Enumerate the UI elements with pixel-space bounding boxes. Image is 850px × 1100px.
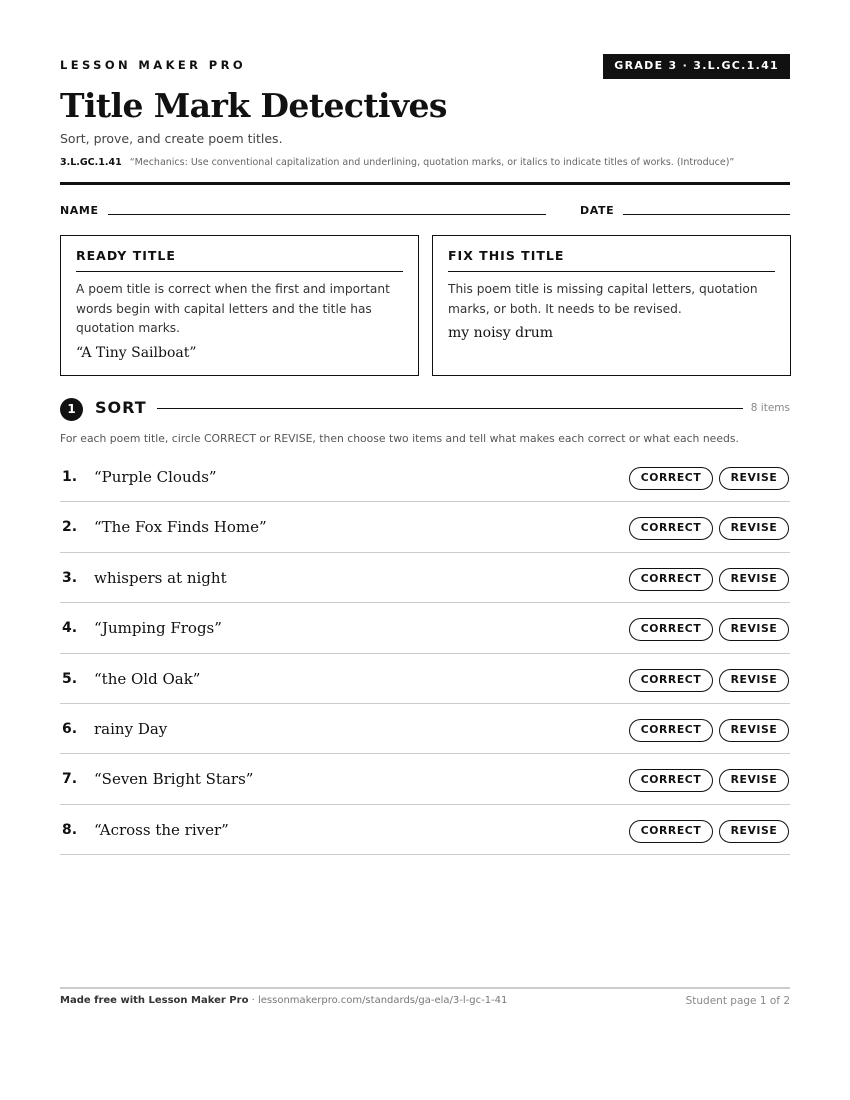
item-number: 2. (62, 519, 78, 536)
item-number: 6. (62, 720, 78, 737)
list-item (60, 553, 790, 603)
item-number: 1. (62, 469, 78, 485)
ready-title-heading: READY TITLE (76, 248, 403, 272)
worksheet-page (60, 0, 790, 1100)
fix-title-example: my noisy drum (448, 325, 554, 341)
correct-button[interactable]: CORRECT (629, 769, 713, 792)
sort-instructions: For each poem title, circle CORRECT or REVISE, then choose two items and tell what makes each correct or what each needs. (60, 432, 739, 445)
ready-title-example: “A Tiny Sailboat” (76, 344, 197, 361)
ready-title-box (60, 235, 419, 376)
revise-button[interactable]: REVISE (719, 719, 789, 742)
sort-item-list (60, 452, 790, 855)
revise-button[interactable]: REVISE (719, 769, 789, 792)
revise-button[interactable]: REVISE (719, 467, 789, 490)
revise-button[interactable]: REVISE (719, 669, 789, 692)
poem-title: whispers at night (94, 568, 227, 587)
poem-title: “Jumping Frogs” (94, 619, 222, 638)
item-number: 5. (62, 670, 78, 687)
poem-title: “Across the river” (94, 820, 229, 839)
footer-made-with: Made free with Lesson Maker Pro (60, 995, 249, 1006)
poem-title: “the Old Oak” (94, 669, 201, 688)
fix-title-heading: FIX THIS TITLE (448, 248, 775, 272)
name-label: NAME (60, 204, 99, 217)
brand-name: LESSON MAKER PRO (60, 58, 247, 72)
list-item (60, 805, 790, 855)
footer-credit (60, 995, 507, 1006)
list-item (60, 603, 790, 653)
list-item (60, 704, 790, 754)
item-number: 7. (62, 771, 78, 788)
revise-button[interactable]: REVISE (719, 517, 789, 540)
correct-button[interactable]: CORRECT (629, 467, 713, 490)
date-label: DATE (580, 204, 615, 217)
grade-badge: GRADE 3 · 3.L.GC.1.41 (603, 54, 790, 79)
revise-button[interactable]: REVISE (719, 820, 789, 843)
correct-button[interactable]: CORRECT (629, 820, 713, 843)
correct-button[interactable]: CORRECT (629, 517, 713, 540)
list-item (60, 502, 790, 552)
page-indicator: Student page 1 of 2 (685, 995, 790, 1007)
poem-title: “Purple Clouds” (94, 468, 217, 486)
correct-button[interactable]: CORRECT (629, 719, 713, 742)
ready-title-text: A poem title is correct when the first and important words begin with capital letters and the title has quotation marks. (76, 282, 390, 335)
list-item (60, 754, 790, 804)
correct-button[interactable]: CORRECT (629, 568, 713, 591)
date-field[interactable] (623, 214, 790, 215)
fix-title-box (432, 235, 791, 376)
item-count: 8 items (750, 402, 790, 414)
section-title: SORT (95, 398, 147, 417)
footer-divider (60, 987, 790, 989)
section-divider (157, 408, 743, 409)
poem-title: “Seven Bright Stars” (94, 770, 254, 789)
revise-button[interactable]: REVISE (719, 618, 789, 641)
fix-title-text: This poem title is missing capital letters, quotation marks, or both. It needs to be revised. (448, 282, 758, 316)
page-title: Title Mark Detectives (60, 86, 447, 125)
list-item (60, 452, 790, 502)
name-field[interactable] (108, 214, 546, 215)
poem-title: “The Fox Finds Home” (94, 518, 267, 537)
standard-code: 3.L.GC.1.41 (60, 157, 122, 168)
poem-title: rainy Day (94, 719, 168, 738)
page-subtitle: Sort, prove, and create poem titles. (60, 131, 283, 146)
revise-button[interactable]: REVISE (719, 568, 789, 591)
item-number: 3. (62, 569, 78, 586)
item-number: 8. (62, 821, 78, 838)
item-number: 4. (62, 620, 78, 637)
correct-button[interactable]: CORRECT (629, 669, 713, 692)
standard-line (60, 157, 734, 168)
correct-button[interactable]: CORRECT (629, 618, 713, 641)
list-item (60, 654, 790, 704)
footer-url: · lessonmakerpro.com/standards/ga-ela/3-l-gc-1-41 (248, 995, 508, 1006)
section-number-badge: 1 (60, 398, 83, 421)
standard-text: “Mechanics: Use conventional capitalization and underlining, quotation marks, or italics to indicate titles of works. (Introduce)” (129, 157, 735, 168)
header-divider (60, 182, 790, 185)
